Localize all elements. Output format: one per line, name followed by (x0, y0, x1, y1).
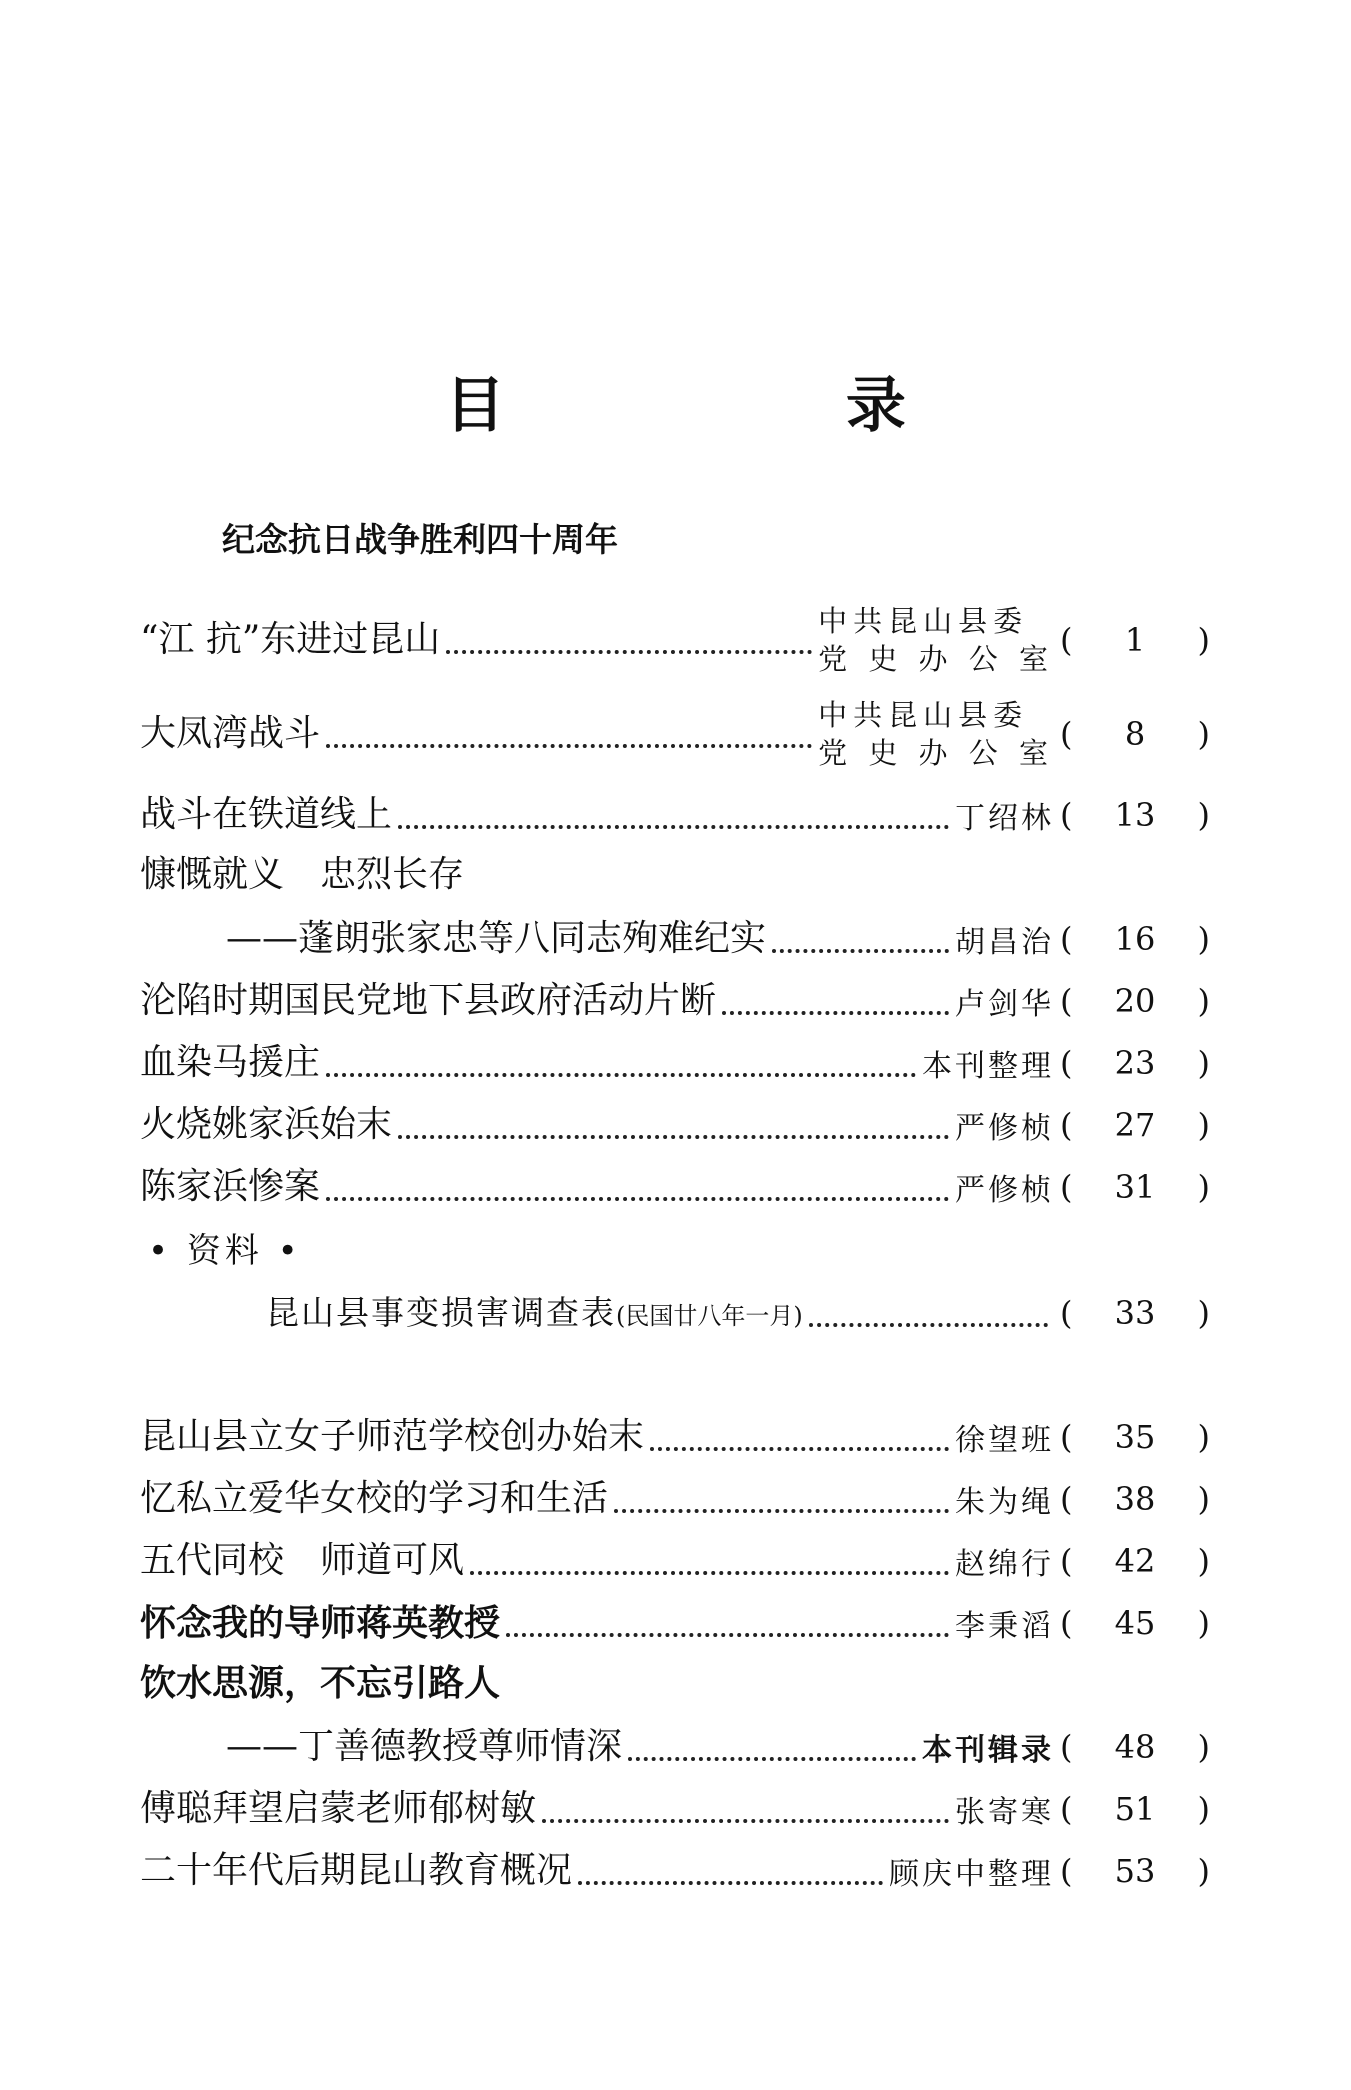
paren-open: ( (1060, 1294, 1073, 1332)
entry-author (818, 602, 1054, 678)
toc-entry[interactable] (226, 1720, 1210, 1774)
entry-page (1060, 1852, 1210, 1890)
entry-title: 忆私立爱华女校的学习和生活 (140, 1478, 609, 1519)
page-number: 13 (1114, 796, 1156, 834)
dot-leader (398, 825, 949, 829)
paren-open: ( (1060, 1106, 1073, 1144)
entry-page (1060, 621, 1210, 659)
entry-page (1060, 1106, 1210, 1144)
page-title: 目 录 (445, 371, 1066, 441)
entry-page (1060, 920, 1210, 958)
page-number: 48 (1114, 1728, 1156, 1766)
toc-entry[interactable] (140, 1098, 1210, 1152)
entry-author: 朱为绳 (955, 1485, 1054, 1520)
entry-page (1060, 1294, 1210, 1332)
dot-leader (722, 1011, 949, 1015)
paren-close: ) (1197, 1418, 1210, 1456)
paren-close: ) (1197, 621, 1210, 659)
toc-entry[interactable] (140, 788, 1210, 842)
entry-title: “江 抗”东进过昆山 (140, 619, 441, 660)
author-line: 中共昆山县委 (818, 604, 1029, 638)
entry-author: 本刊辑录 (922, 1733, 1054, 1768)
paren-close: ) (1197, 1852, 1210, 1890)
page-number: 38 (1114, 1480, 1156, 1518)
dot-leader (578, 1881, 883, 1885)
page-number: 53 (1114, 1852, 1156, 1890)
entry-title: 火烧姚家浜始末 (140, 1104, 393, 1145)
page-number: 45 (1114, 1604, 1156, 1642)
entry-author: 卢剑华 (955, 987, 1054, 1022)
entry-author (818, 696, 1054, 772)
materials-label: • 资料 • (148, 1231, 302, 1271)
paren-open: ( (1060, 982, 1073, 1020)
page-number: 35 (1114, 1418, 1156, 1456)
paren-close: ) (1197, 1044, 1210, 1082)
entry-page (1060, 715, 1210, 753)
entry-author: 丁绍林 (955, 801, 1054, 836)
entry-page (1060, 1728, 1210, 1766)
toc-entry[interactable] (140, 974, 1210, 1028)
entry-title: 饮水思源，不忘引路人 (140, 1662, 501, 1704)
entry-title: 战斗在铁道线上 (140, 794, 393, 835)
paren-open: ( (1060, 1480, 1073, 1518)
dot-leader (398, 1135, 949, 1139)
paren-close: ) (1197, 1106, 1210, 1144)
paren-open: ( (1060, 1790, 1073, 1828)
paren-close: ) (1197, 715, 1210, 753)
entry-title: 怀念我的导师蒋英教授 (140, 1602, 501, 1644)
paren-close: ) (1197, 1294, 1210, 1332)
page-number: 20 (1114, 982, 1156, 1020)
paren-open: ( (1060, 1044, 1073, 1082)
paren-open: ( (1060, 1542, 1073, 1580)
paren-close: ) (1197, 1790, 1210, 1828)
entry-author: 胡昌治 (955, 925, 1054, 960)
paren-open: ( (1060, 1604, 1073, 1642)
entry-subtitle: ——蓬朗张家忠等八同志殉难纪实 (226, 918, 767, 959)
dot-leader (809, 1323, 1048, 1327)
page-number: 33 (1114, 1294, 1156, 1332)
page-number: 31 (1114, 1168, 1156, 1206)
dot-leader (470, 1571, 949, 1575)
entry-title: 大凤湾战斗 (140, 713, 321, 754)
entry-title: 傅聪拜望启蒙老师郁树敏 (140, 1788, 537, 1829)
paren-close: ) (1197, 1168, 1210, 1206)
toc-entry[interactable] (140, 1472, 1210, 1526)
paren-close: ) (1197, 796, 1210, 834)
paren-open: ( (1060, 715, 1073, 753)
toc-entry[interactable] (266, 1286, 1210, 1340)
toc-entry[interactable] (140, 1410, 1210, 1464)
section-heading: 纪念抗日战争胜利四十周年 (222, 520, 618, 559)
toc-entry[interactable] (140, 1160, 1210, 1214)
entry-author: 顾庆中整理 (889, 1857, 1054, 1892)
toc-entry[interactable] (140, 1596, 1210, 1650)
entry-author: 徐望班 (955, 1423, 1054, 1458)
entry-page (1060, 1168, 1210, 1206)
paren-close: ) (1197, 1728, 1210, 1766)
paren-open: ( (1060, 920, 1073, 958)
page-number: 23 (1114, 1044, 1156, 1082)
toc-entry[interactable] (140, 600, 1210, 680)
entry-page (1060, 1044, 1210, 1082)
page-number: 27 (1114, 1106, 1156, 1144)
entry-subtitle: ——丁善德教授尊师情深 (226, 1726, 623, 1767)
entry-page (1060, 1604, 1210, 1642)
entry-title: 陈家浜惨案 (140, 1166, 321, 1207)
entry-title: 沦陷时期国民党地下县政府活动片断 (140, 980, 717, 1021)
dot-leader (772, 949, 949, 953)
paren-close: ) (1197, 920, 1210, 958)
dot-leader (542, 1819, 949, 1823)
entry-page (1060, 1542, 1210, 1580)
entry-author: 严修桢 (955, 1111, 1054, 1146)
toc-entry[interactable] (226, 912, 1210, 966)
dot-leader (326, 1197, 949, 1201)
author-line: 中共昆山县委 (818, 698, 1029, 732)
entry-title: 血染马援庄 (140, 1042, 321, 1083)
dot-leader (326, 1073, 916, 1077)
entry-author: 本刊整理 (922, 1049, 1054, 1084)
page-number: 51 (1114, 1790, 1156, 1828)
author-line: 党 史 办 公 室 (818, 736, 1054, 770)
paren-open: ( (1060, 621, 1073, 659)
dot-leader (446, 650, 812, 654)
toc-entry[interactable] (140, 1844, 1210, 1898)
toc-entry[interactable] (140, 1534, 1210, 1588)
toc-entry[interactable] (140, 1036, 1210, 1090)
entry-page (1060, 796, 1210, 834)
author-line: 党 史 办 公 室 (818, 642, 1054, 676)
entry-title: 昆山县立女子师范学校创办始末 (140, 1416, 645, 1457)
entry-author: 张寄寒 (955, 1795, 1054, 1830)
paren-close: ) (1197, 982, 1210, 1020)
entry-title: 五代同校 师道可风 (140, 1540, 465, 1581)
entry-title: 昆山县事变损害调查表 (266, 1293, 616, 1332)
dot-leader (628, 1757, 916, 1761)
entry-page (1060, 982, 1210, 1020)
entry-page (1060, 1480, 1210, 1518)
page-number: 1 (1124, 621, 1146, 659)
entry-page (1060, 1418, 1210, 1456)
page-number: 42 (1114, 1542, 1156, 1580)
entry-title: 慷慨就义 忠烈长存 (140, 854, 465, 895)
toc-entry[interactable] (140, 1782, 1210, 1836)
dot-leader (506, 1633, 949, 1637)
entry-author: 严修桢 (955, 1173, 1054, 1208)
paren-close: ) (1197, 1480, 1210, 1518)
paren-close: ) (1197, 1542, 1210, 1580)
entry-author: 赵绵行 (955, 1547, 1054, 1582)
entry-author: 李秉滔 (955, 1609, 1054, 1644)
page-number: 8 (1124, 715, 1146, 753)
dot-leader (614, 1509, 949, 1513)
dot-leader (650, 1447, 949, 1451)
paren-open: ( (1060, 1418, 1073, 1456)
dot-leader (326, 744, 812, 748)
page-number: 16 (1114, 920, 1156, 958)
paren-open: ( (1060, 1852, 1073, 1890)
paren-close: ) (1197, 1604, 1210, 1642)
paren-open: ( (1060, 1728, 1073, 1766)
entry-page (1060, 1790, 1210, 1828)
paren-open: ( (1060, 1168, 1073, 1206)
entry-note: (民国廿八年一月) (616, 1301, 803, 1330)
paren-open: ( (1060, 796, 1073, 834)
entry-title: 二十年代后期昆山教育概况 (140, 1850, 573, 1891)
toc-entry[interactable] (140, 694, 1210, 774)
